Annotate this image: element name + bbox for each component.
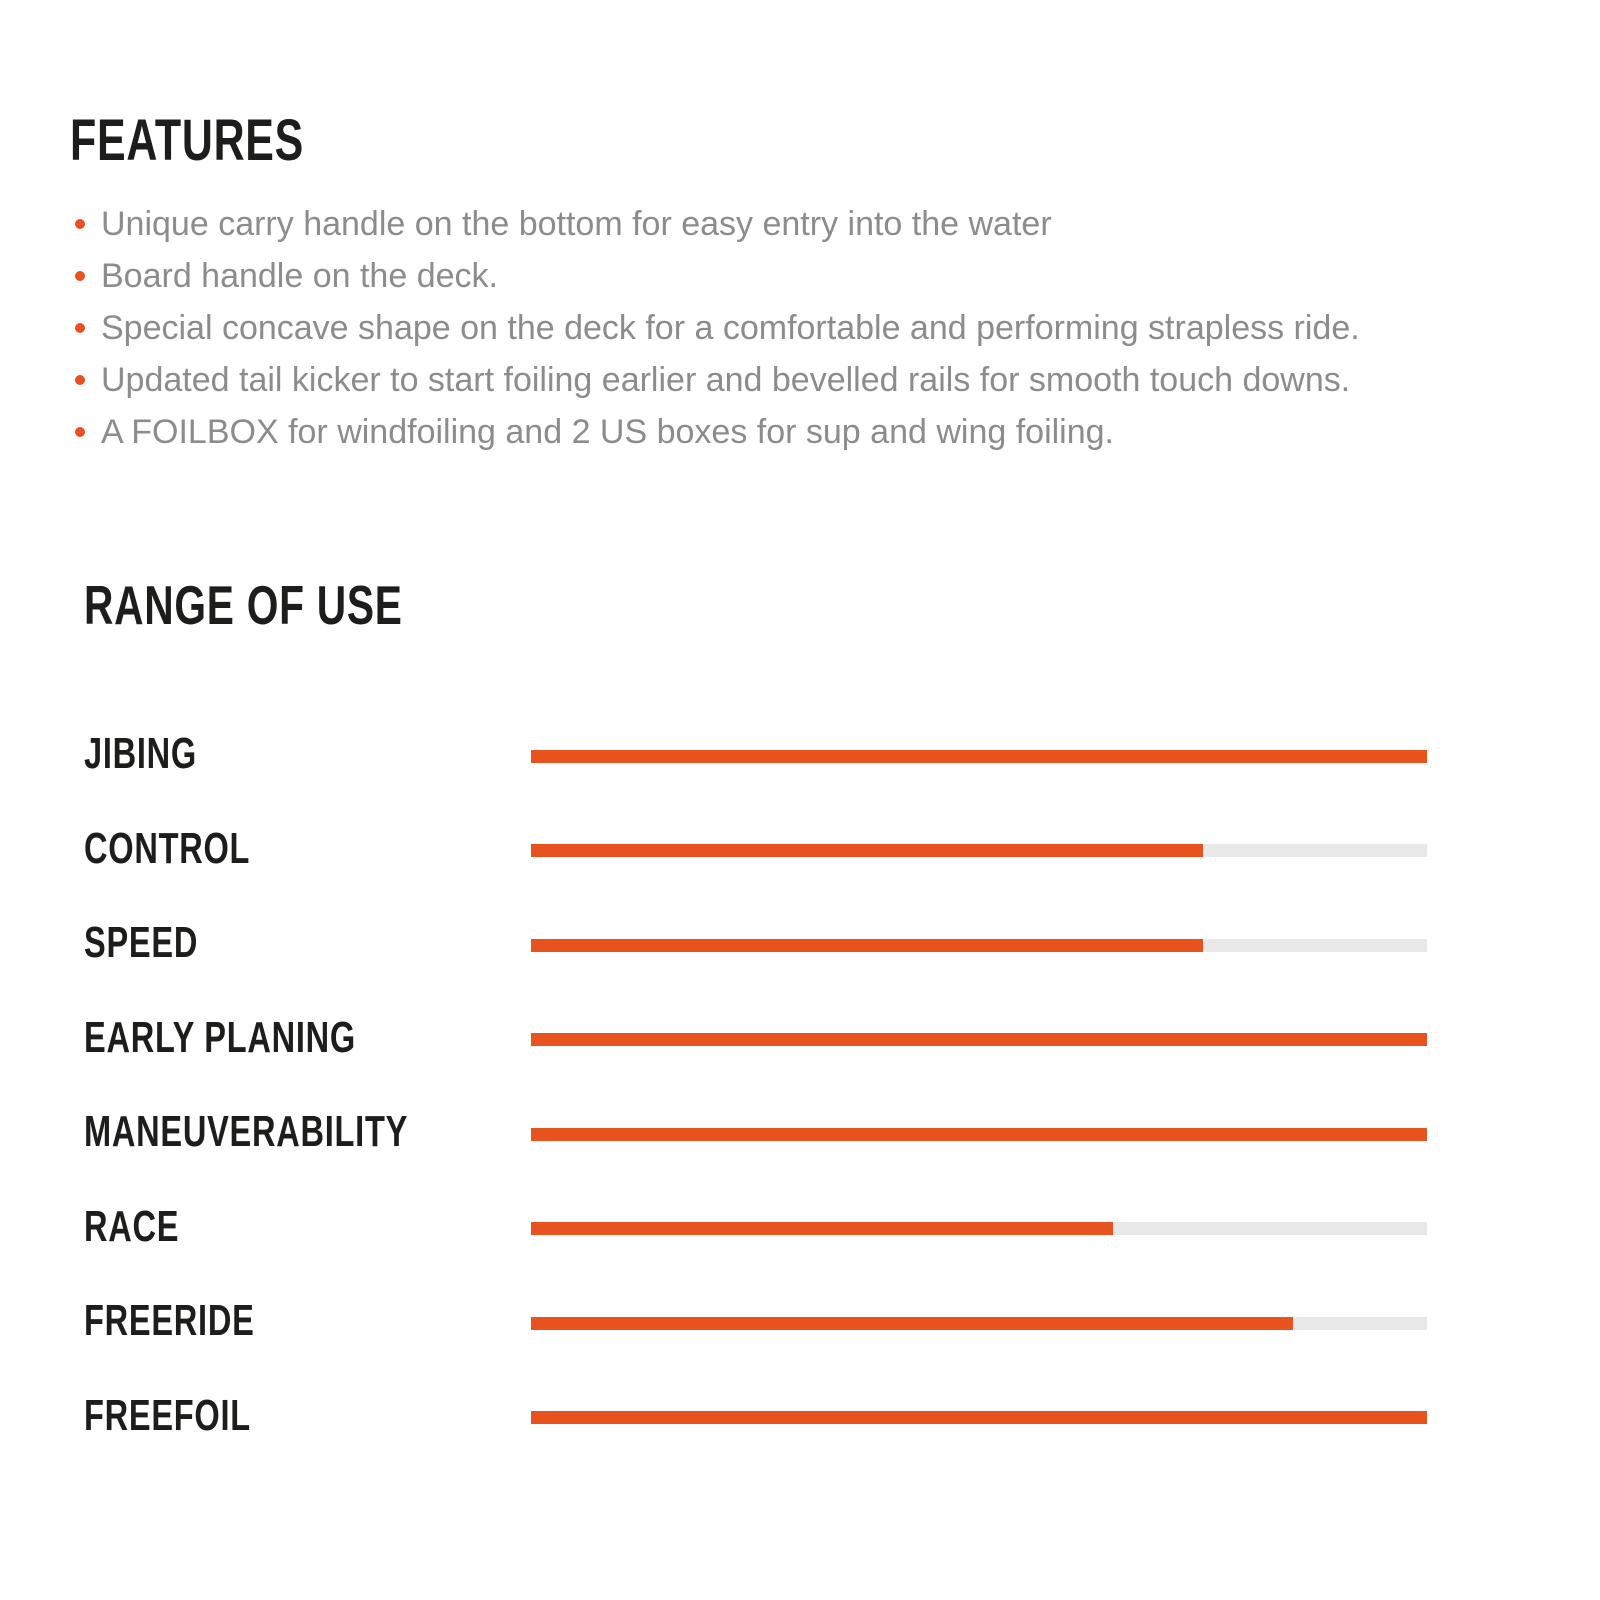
feature-text: Updated tail kicker to start foiling earlier and bevelled rails for smooth touch downs. bbox=[101, 361, 1351, 399]
bullet-dot-icon bbox=[75, 427, 85, 437]
bar-fill bbox=[531, 1317, 1293, 1330]
chart-row-label bbox=[84, 1296, 531, 1346]
feature-item bbox=[70, 198, 1550, 250]
bar-track bbox=[531, 750, 1427, 763]
bar-track bbox=[531, 1411, 1427, 1424]
chart-row-label-text: RACE bbox=[84, 1201, 180, 1251]
feature-item bbox=[70, 302, 1550, 354]
chart-row-label-text: FREERIDE bbox=[84, 1296, 255, 1346]
feature-text: Board handle on the deck. bbox=[101, 257, 498, 295]
chart-row-label-text: SPEED bbox=[84, 918, 199, 968]
chart-row-race bbox=[84, 1180, 1427, 1275]
range-of-use-chart bbox=[84, 707, 1427, 1463]
chart-row-label-text: EARLY PLANING bbox=[84, 1012, 356, 1062]
chart-row-label-text: FREEFOIL bbox=[84, 1390, 251, 1440]
chart-row-speed bbox=[84, 896, 1427, 991]
chart-row-label-text: CONTROL bbox=[84, 823, 251, 873]
bar-fill bbox=[531, 939, 1203, 952]
bar-fill bbox=[531, 750, 1427, 763]
feature-item bbox=[70, 354, 1550, 406]
chart-row-label-text: MANEUVERABILITY bbox=[84, 1107, 409, 1157]
bar-fill bbox=[531, 1222, 1113, 1235]
feature-text: Special concave shape on the deck for a comfortable and performing strapless ride. bbox=[101, 309, 1360, 347]
bar-track bbox=[531, 1317, 1427, 1330]
feature-item bbox=[70, 406, 1550, 458]
chart-row-maneuverability bbox=[84, 1085, 1427, 1180]
chart-row-label bbox=[84, 918, 531, 968]
chart-row-control bbox=[84, 802, 1427, 897]
chart-row-label bbox=[84, 729, 531, 779]
bar-track bbox=[531, 939, 1427, 952]
bullet-dot-icon bbox=[75, 375, 85, 385]
chart-row-label bbox=[84, 1202, 531, 1252]
chart-row-freeride bbox=[84, 1274, 1427, 1369]
bar-track bbox=[531, 1033, 1427, 1046]
chart-row-label bbox=[84, 1107, 531, 1157]
bar-fill bbox=[531, 1033, 1427, 1046]
bullet-dot-icon bbox=[75, 271, 85, 281]
feature-text: Unique carry handle on the bottom for easy entry into the water bbox=[101, 205, 1052, 243]
bar-track bbox=[531, 1222, 1427, 1235]
bullet-dot-icon bbox=[75, 323, 85, 333]
chart-row-freefoil bbox=[84, 1369, 1427, 1464]
feature-text: A FOILBOX for windfoiling and 2 US boxes for sup and wing foiling. bbox=[101, 413, 1114, 451]
chart-row-label bbox=[84, 1391, 531, 1441]
chart-row-jibing bbox=[84, 707, 1427, 802]
chart-row-label bbox=[84, 1013, 531, 1063]
bar-track bbox=[531, 844, 1427, 857]
bar-fill bbox=[531, 1411, 1427, 1424]
chart-row-early-planing bbox=[84, 991, 1427, 1086]
range-of-use-heading: RANGE OF USE bbox=[84, 574, 403, 636]
features-heading: FEATURES bbox=[70, 108, 305, 173]
feature-item bbox=[70, 250, 1550, 302]
features-list bbox=[70, 198, 1550, 458]
bar-track bbox=[531, 1128, 1427, 1141]
bar-fill bbox=[531, 844, 1203, 857]
bar-fill bbox=[531, 1128, 1427, 1141]
bullet-dot-icon bbox=[75, 219, 85, 229]
chart-row-label-text: JIBING bbox=[84, 729, 198, 779]
chart-row-label bbox=[84, 824, 531, 874]
